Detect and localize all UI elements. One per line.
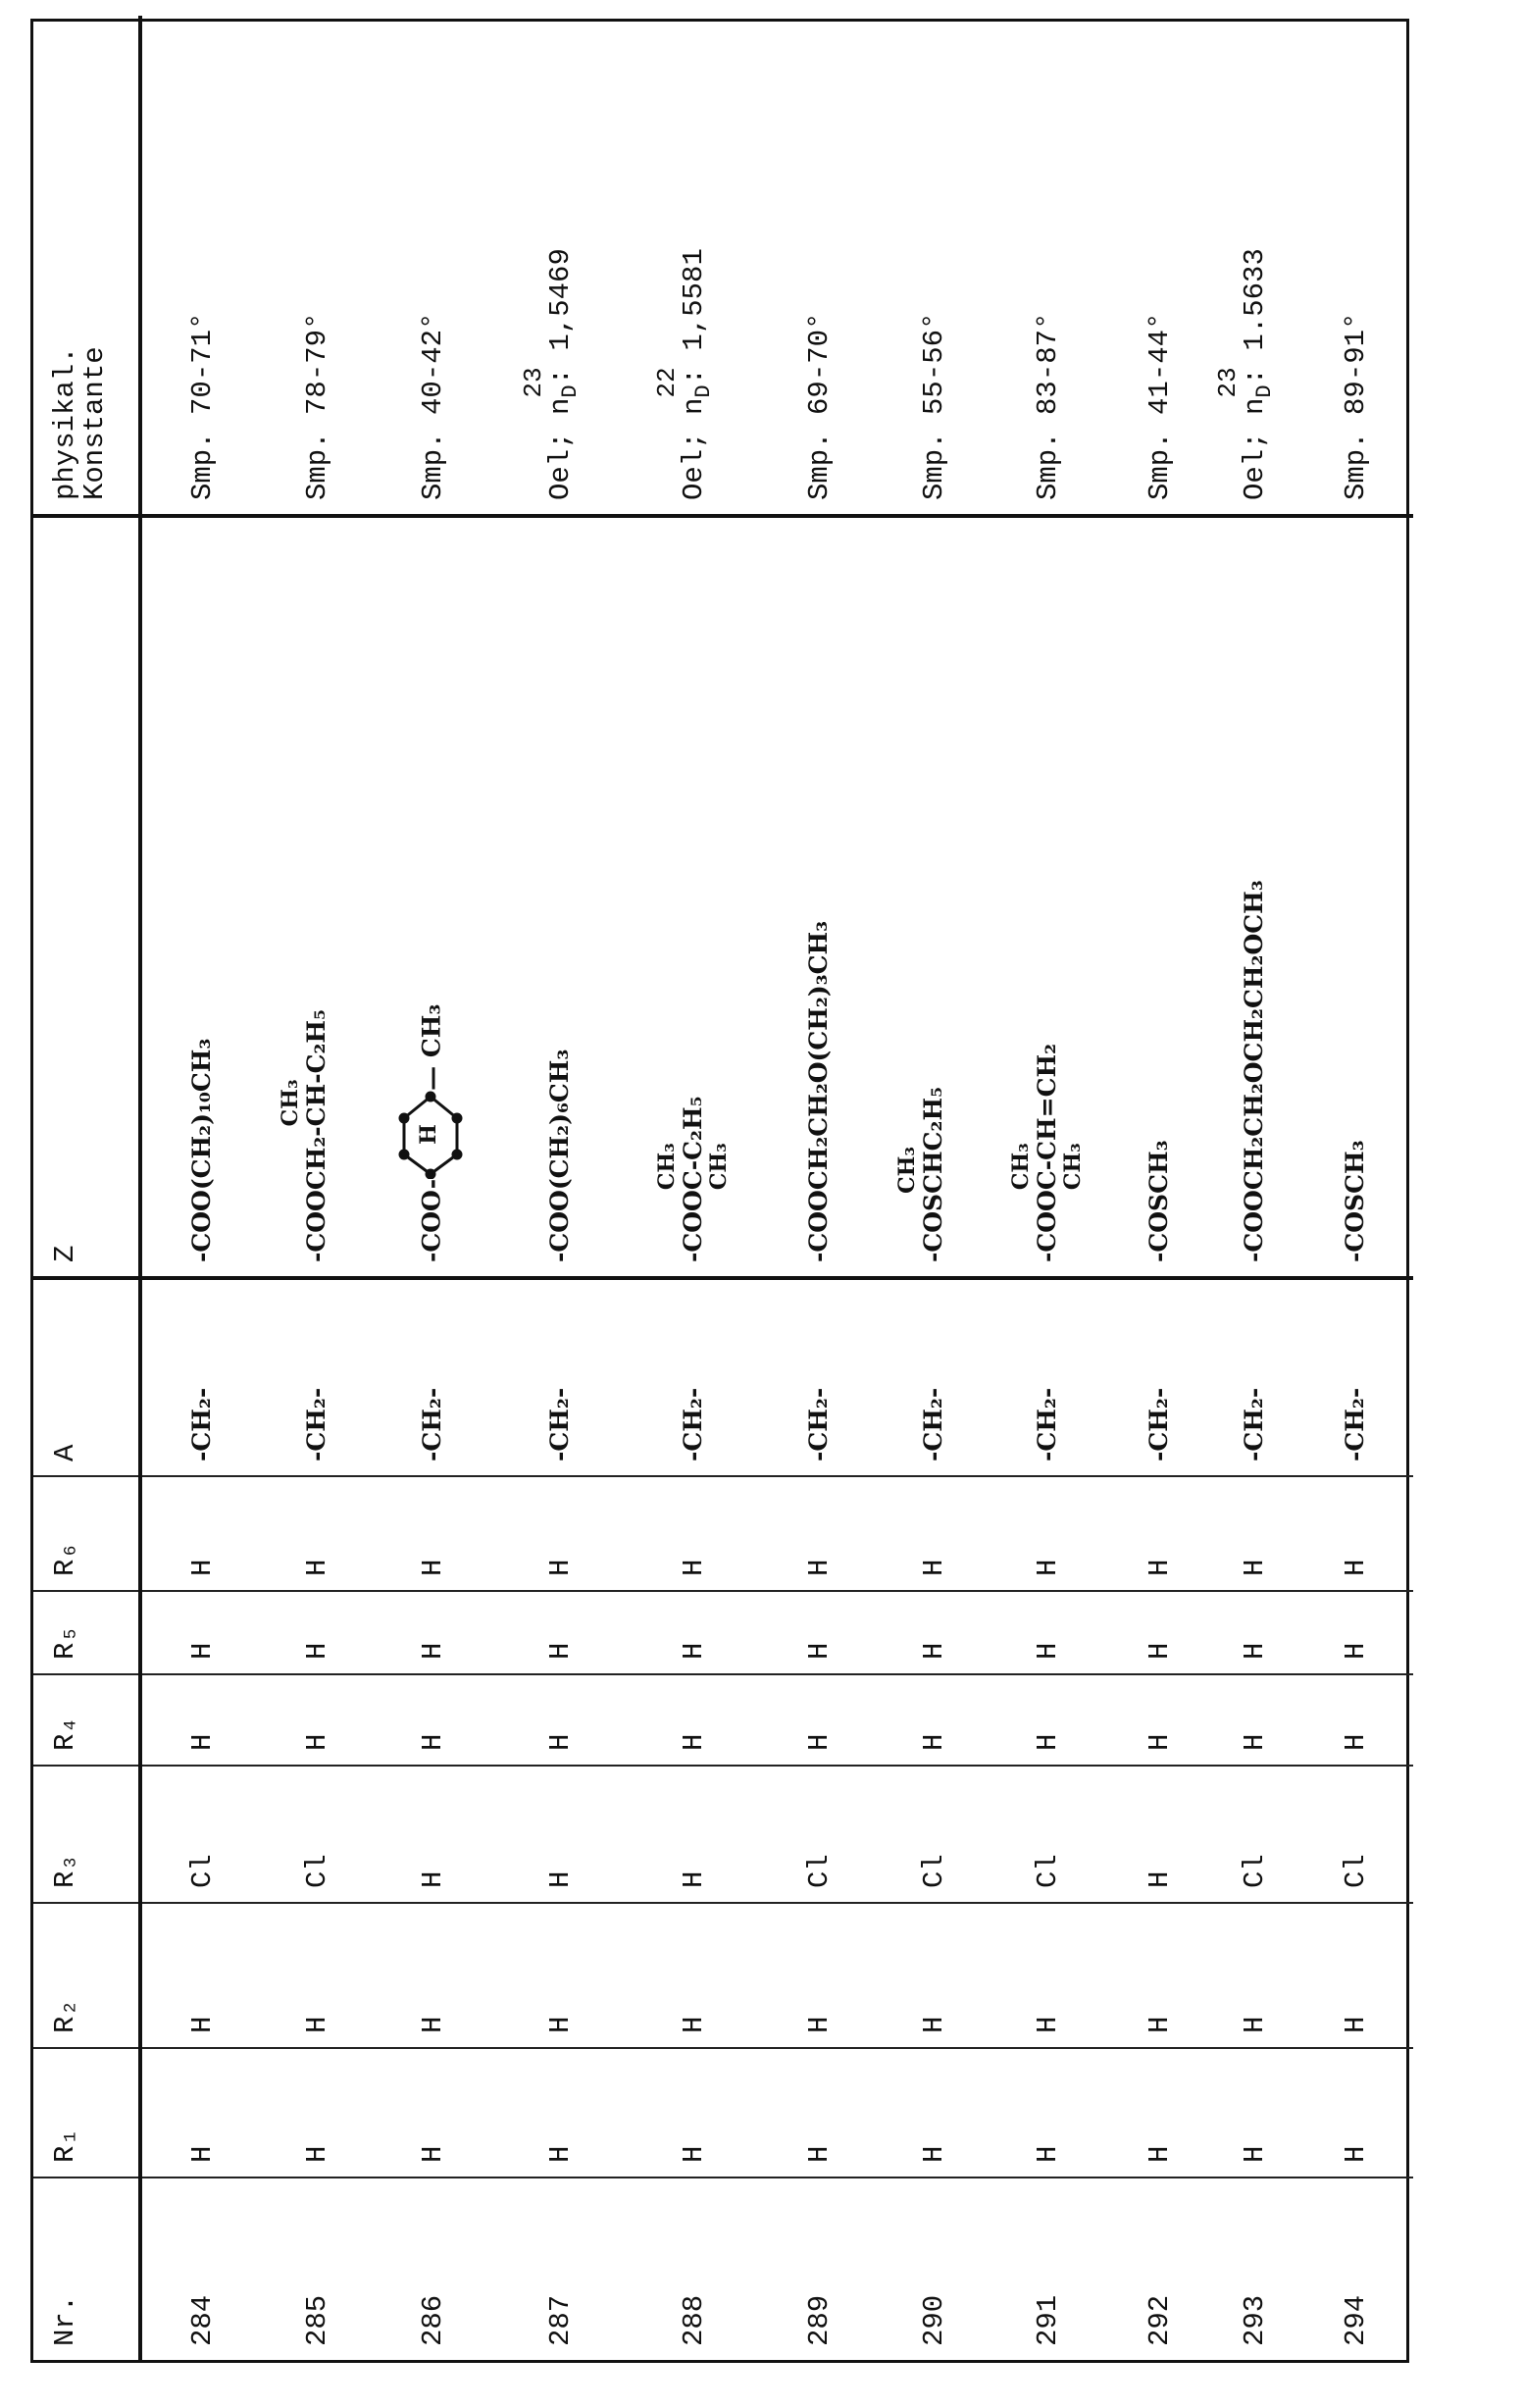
phys-sup: 23 (1213, 367, 1243, 397)
cell-r2: H (1298, 1903, 1413, 2048)
cell-phys (1298, 16, 1413, 516)
table-row (1107, 16, 1211, 2360)
cell-phys (1107, 16, 1211, 516)
header-r2: R₂ (33, 1903, 140, 2048)
cell-r6: H (1298, 1476, 1413, 1591)
cell-r2: H (140, 1903, 262, 2048)
phys-value: : 1,5581 (678, 248, 710, 384)
cell-z (373, 516, 493, 1278)
cell-r3: H (1107, 1766, 1211, 1903)
cell-r4: H (989, 1674, 1107, 1766)
phys-value: Smp. 40-42° (417, 313, 449, 500)
formula-z: -COOCH₂CH₂OCH₂CH₂OCH₃ (1240, 880, 1268, 1262)
formula-a: -CH₂- (1033, 1388, 1061, 1461)
cell-r6: H (262, 1476, 373, 1591)
cell-r4: H (1298, 1674, 1413, 1766)
cell-z (879, 516, 989, 1278)
formula-after: C₂H₅ (919, 1087, 947, 1151)
cell-r3: H (373, 1766, 493, 1903)
cell-r1: H (1298, 2048, 1413, 2177)
table-row (1211, 16, 1298, 2360)
refractive-index-label (678, 384, 710, 397)
header-r5: R₅ (33, 1591, 140, 1674)
cell-r1: H (760, 2048, 879, 2177)
cell-a (1107, 1278, 1211, 1476)
phys-sup: 22 (652, 367, 682, 397)
cell-r4: H (879, 1674, 989, 1766)
header-phys-line1: physikal. (49, 346, 81, 500)
header-z-label: Z (49, 1246, 81, 1262)
cell-r1: H (262, 2048, 373, 2177)
cell-r5: H (262, 1591, 373, 1674)
cell-z (760, 516, 879, 1278)
cell-r4: H (262, 1674, 373, 1766)
cell-nr: 287 (493, 2177, 628, 2360)
cell-r1: H (140, 2048, 262, 2177)
formula-a: -CH₂- (679, 1388, 707, 1461)
cell-r5: H (879, 1591, 989, 1674)
cell-r5: H (628, 1591, 760, 1674)
cell-r4: H (140, 1674, 262, 1766)
cell-r3: Cl (989, 1766, 1107, 1903)
cell-a (879, 1278, 989, 1476)
formula-after: -CH=CH₂ (1033, 1044, 1061, 1170)
cell-r2: H (760, 1903, 879, 2048)
phys-value: Smp. 41-44° (1143, 313, 1176, 500)
cell-r6: H (1211, 1476, 1298, 1591)
cell-a (628, 1278, 760, 1476)
phys-sub: D (691, 384, 716, 397)
cell-nr: 288 (628, 2177, 760, 2360)
table-row (262, 16, 373, 2360)
cell-z (628, 516, 760, 1278)
phys-prefix: Oel; n (544, 398, 577, 500)
header-nr: Nr. (33, 2177, 140, 2360)
cell-r1: H (628, 2048, 760, 2177)
cell-r4: H (493, 1674, 628, 1766)
cell-r3: H (493, 1766, 628, 1903)
cell-z (493, 516, 628, 1278)
cell-nr: 284 (140, 2177, 262, 2360)
cell-r6: H (989, 1476, 1107, 1591)
cell-r5: H (760, 1591, 879, 1674)
phys-value: Smp. 69-70° (803, 313, 836, 500)
cell-r6: H (760, 1476, 879, 1591)
branch-atom (679, 1170, 707, 1190)
branch-top: CH₃ (1009, 1143, 1033, 1190)
cell-a (493, 1278, 628, 1476)
cell-r2: H (493, 1903, 628, 2048)
cell-r2: H (1107, 1903, 1211, 2048)
table-row (989, 16, 1107, 2360)
cell-r1: H (373, 2048, 493, 2177)
cell-r3: Cl (262, 1766, 373, 1903)
cell-a (989, 1278, 1107, 1476)
cell-nr: 286 (373, 2177, 493, 2360)
cell-r3: Cl (760, 1766, 879, 1903)
cell-r1: H (493, 2048, 628, 2177)
formula-z (919, 1087, 947, 1262)
cell-r5: H (989, 1591, 1107, 1674)
cell-r3: Cl (1298, 1766, 1413, 1903)
table-body (140, 16, 1413, 2360)
formula-after: — CH₃ (417, 1004, 445, 1091)
refractive-index-label (1239, 384, 1271, 397)
cell-r3: Cl (1211, 1766, 1298, 1903)
branch-bottom: CH₃ (707, 1143, 731, 1190)
cell-a (1298, 1278, 1413, 1476)
cell-r2: H (879, 1903, 989, 2048)
cell-r5: H (373, 1591, 493, 1674)
cell-r6: H (493, 1476, 628, 1591)
formula-before: -COO (1033, 1190, 1061, 1262)
cell-phys (1211, 16, 1298, 516)
cell-r2: H (989, 1903, 1107, 2048)
cell-r4: H (760, 1674, 879, 1766)
phys-value: Smp. 70-71° (186, 313, 219, 500)
cell-r4: H (628, 1674, 760, 1766)
formula-z: -COSCH₃ (1144, 1140, 1173, 1262)
cell-r5: H (493, 1591, 628, 1674)
phys-sub: D (558, 384, 583, 397)
cell-r1: H (989, 2048, 1107, 2177)
cell-phys (493, 16, 628, 516)
header-z (33, 516, 140, 1278)
cell-z (1211, 516, 1298, 1278)
header-a: A (33, 1278, 140, 1476)
phys-sup: 23 (519, 367, 548, 397)
phys-value: Smp. 89-91° (1340, 313, 1372, 500)
cell-r2: H (262, 1903, 373, 2048)
formula-a: -CH₂- (804, 1388, 833, 1461)
formula-z (1033, 1044, 1061, 1262)
cell-z (1107, 516, 1211, 1278)
table-row (760, 16, 879, 2360)
phys-value: Smp. 83-87° (1032, 313, 1064, 500)
refractive-index-label (544, 384, 577, 397)
formula-z: -COOCH₂CH₂O(CH₂)₃CH₃ (804, 921, 833, 1262)
compound-table (30, 19, 1409, 2363)
branch-atom-label: CH (919, 1151, 947, 1194)
table-row (879, 16, 989, 2360)
cell-phys (989, 16, 1107, 516)
formula-z (396, 1004, 471, 1262)
cell-phys (760, 16, 879, 516)
cell-r4: H (1107, 1674, 1211, 1766)
formula-a: -CH₂- (545, 1388, 574, 1461)
phys-prefix: Oel; n (1239, 398, 1271, 500)
ring-label: H (416, 1124, 441, 1145)
cell-r4: H (373, 1674, 493, 1766)
branch-top: CH₃ (895, 1147, 919, 1194)
table-row (373, 16, 493, 2360)
phys-value: : 1.5633 (1239, 248, 1271, 384)
cell-r6: H (373, 1476, 493, 1591)
cell-nr: 294 (1298, 2177, 1413, 2360)
cell-r2: H (373, 1903, 493, 2048)
cell-phys (373, 16, 493, 516)
formula-after: -C₂H₅ (302, 1009, 330, 1084)
cell-r6: H (140, 1476, 262, 1591)
formula-z: -COO(CH₂)₆CH₃ (545, 1050, 574, 1262)
cell-r5: H (1211, 1591, 1298, 1674)
cell-a (140, 1278, 262, 1476)
formula-z (302, 1009, 330, 1262)
phys-value: Smp. 55-56° (918, 313, 950, 500)
cell-r2: H (628, 1903, 760, 2048)
table-row (140, 16, 262, 2360)
branch-atom (1033, 1170, 1061, 1190)
formula-a: -CH₂- (1240, 1388, 1268, 1461)
cell-r6: H (879, 1476, 989, 1591)
cell-r6: H (628, 1476, 760, 1591)
cell-r1: H (879, 2048, 989, 2177)
cell-r5: H (1298, 1591, 1413, 1674)
cyclohexane-ring-icon (396, 1091, 471, 1179)
cell-r1: H (1107, 2048, 1211, 2177)
branch-atom (919, 1151, 947, 1194)
cell-r3: Cl (879, 1766, 989, 1903)
cell-nr: 292 (1107, 2177, 1211, 2360)
formula-a: -CH₂- (187, 1388, 216, 1461)
branch-bottom: CH₃ (1061, 1143, 1085, 1190)
cell-r3: Cl (140, 1766, 262, 1903)
cell-nr: 289 (760, 2177, 879, 2360)
cell-phys (628, 16, 760, 516)
header-row (33, 16, 140, 2360)
cell-r5: H (1107, 1591, 1211, 1674)
cell-r6: H (1107, 1476, 1211, 1591)
formula-after: -C₂H₅ (679, 1096, 707, 1170)
phys-value: : 1,5469 (544, 248, 577, 384)
formula-z: -COO(CH₂)₁₀CH₃ (187, 1039, 216, 1262)
cell-r2: H (1211, 1903, 1298, 2048)
header-r1: R₁ (33, 2048, 140, 2177)
cell-nr: 291 (989, 2177, 1107, 2360)
header-r6: R₆ (33, 1476, 140, 1591)
cell-z (989, 516, 1107, 1278)
cell-a (262, 1278, 373, 1476)
cell-z (140, 516, 262, 1278)
header-r3: R₃ (33, 1766, 140, 1903)
formula-a: -CH₂- (418, 1388, 446, 1461)
cell-phys (140, 16, 262, 516)
header-r4: R₄ (33, 1674, 140, 1766)
formula-a: -CH₂- (1144, 1388, 1173, 1461)
cell-a (373, 1278, 493, 1476)
header-phys-line2: Konstante (78, 346, 111, 500)
phys-value: Smp. 78-79° (301, 313, 333, 500)
branch-top: CH₃ (279, 1079, 302, 1126)
branch-atom-label: C (679, 1170, 707, 1190)
cell-r4: H (1211, 1674, 1298, 1766)
branch-atom-label: C (1033, 1170, 1061, 1190)
branch-atom (302, 1084, 330, 1127)
formula-a: -CH₂- (302, 1388, 330, 1461)
cell-r3: H (628, 1766, 760, 1903)
cell-z (1298, 516, 1413, 1278)
formula-before: -COOCH₂- (302, 1126, 330, 1262)
cell-r1: H (1211, 2048, 1298, 2177)
cell-a (760, 1278, 879, 1476)
cell-phys (879, 16, 989, 516)
formula-before: -COS (919, 1194, 947, 1262)
cell-nr: 293 (1211, 2177, 1298, 2360)
formula-before: -COO- (417, 1179, 445, 1262)
cell-r5: H (140, 1591, 262, 1674)
header-phys (33, 16, 140, 516)
formula-z: -COSCH₃ (1341, 1140, 1369, 1262)
formula-before: -COO (679, 1190, 707, 1262)
cell-nr: 290 (879, 2177, 989, 2360)
cell-phys (262, 16, 373, 516)
branch-atom-label: CH (302, 1084, 330, 1127)
formula-a: -CH₂- (919, 1388, 947, 1461)
table-row (628, 16, 760, 2360)
phys-prefix: Oel; n (678, 398, 710, 500)
formula-z (679, 1096, 707, 1262)
cell-nr: 285 (262, 2177, 373, 2360)
cell-a (1211, 1278, 1298, 1476)
table-row (1298, 16, 1413, 2360)
table-row (493, 16, 628, 2360)
branch-top: CH₃ (655, 1143, 679, 1190)
phys-sub: D (1252, 384, 1277, 397)
formula-a: -CH₂- (1341, 1388, 1369, 1461)
cell-z (262, 516, 373, 1278)
